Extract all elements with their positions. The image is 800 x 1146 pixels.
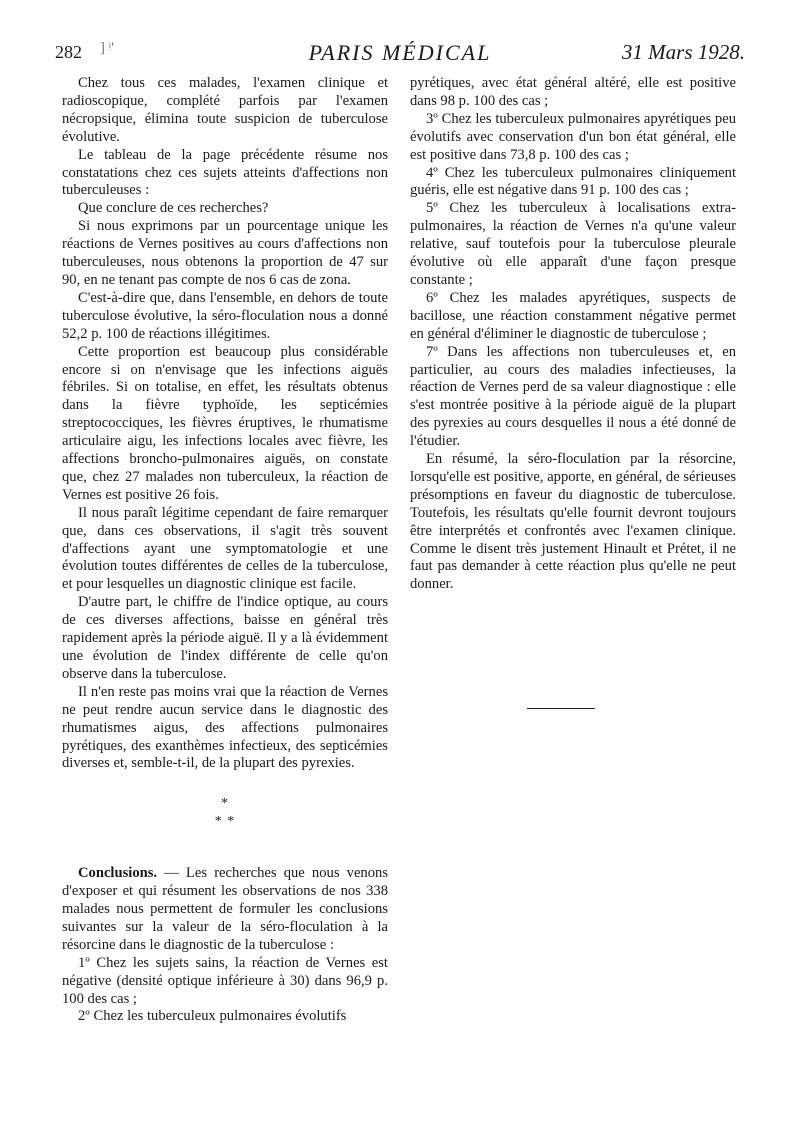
conclusions-paragraph — [62, 865, 388, 955]
conclusion-item: 1º Chez les sujets sains, la réaction de Vernes est négative (densité optique inférieure à 30) dans 96,9 p. 100 des cas ; — [62, 954, 388, 1007]
conclusion-item: 3º Chez les tuberculeux pulmonaires apyrétiques peu évolutifs avec conservation d'un bon état général, elle est positive dans 73,8 p. 100 des cas ; — [410, 110, 736, 163]
conclusion-item: 7º Dans les affections non tuberculeuses et, en particulier, au cours des maladies infectieuses, la réaction de Vernes perd de sa valeur diagnostique : elle s'est montrée positive à la période aiguë de la plupart des pyrexies au cours desquelles il nous a été donné de l'étudier. — [410, 343, 736, 450]
paragraph: Que conclure de ces recherches? — [78, 200, 269, 217]
paragraph: Il nous paraît légitime cependant de faire remarquer que, dans ces observations, il s'agit très souvent d'affections ayant une symptomatologie et une évolution toutes différentes de celles de la tuberculose, et pour lesquelles un diagnostic clinique est facile. — [62, 504, 388, 593]
conclusion-item: 6º Chez les malades apyrétiques, suspects de bacillose, une réaction constamment négative permet en général d'éliminer le diagnostic de tuberculose ; — [410, 289, 736, 342]
left-column — [62, 75, 388, 1026]
page-number: 282 — [55, 42, 82, 62]
paragraph: D'autre part, le chiffre de l'indice optique, au cours de ces diverses affections, baisse en général très rapidement après la période aiguë. Il y a là évidemment une évolution de l'index différente de celle qu'on observe dans la tuberculose. — [62, 594, 388, 682]
right-column — [410, 75, 736, 594]
conclusion-item: 2º Chez les tuberculeux pulmonaires évolutifs — [78, 1008, 347, 1025]
paragraph: Le tableau de la page précédente résume nos constatations chez ces sujets atteints d'affections non tuberculeuses : — [62, 146, 388, 199]
issue-date: 31 Mars 1928. — [621, 40, 745, 64]
margin-marks: ] ᵎ' — [100, 40, 114, 56]
conclusions-heading: Conclusions. — [78, 865, 158, 882]
asterism-star: * — [227, 814, 236, 830]
conclusion-item-continued: pyrétiques, avec état général altéré, elle est positive dans 98 p. 100 des cas ; — [410, 75, 736, 109]
summary-paragraph: En résumé, la séro-floculation par la résorcine, lorsqu'elle est positive, apporte, en général, de sérieuses présomptions en faveur du diagnostic de tuberculose. Toutefois, les résultats qu'elle fournit devront toujours être interprétés et confrontés avec l'examen clinique. Comme le disent très justement Hinault et Prétet, il ne faut pas demander à cette réaction plus qu'elle ne peut donner. — [410, 451, 737, 593]
paragraph: Chez tous ces malades, l'examen clinique et radioscopique, complété parfois par l'examen nécropsique, élimina toute suspicion de tuberculose évolutive. — [62, 75, 388, 145]
journal-title: PARIS MÉDICAL — [308, 40, 492, 65]
conclusions-text: — Les recherches que nous venons d'exposer et qui résument les observations de nos 338 malades nous permettent de formuler les conclusions suivantes sur la valeur de la séro-floculation à la résorcine dans le diagnostic de la tuberculose : — [62, 865, 388, 953]
conclusion-item: 4º Chez les tuberculeux pulmonaires cliniquement guéris, elle est négative dans 91 p. 100 des cas ; — [410, 164, 736, 199]
asterism-star: * — [214, 814, 223, 830]
asterism-star: * — [221, 796, 229, 812]
paragraph: C'est-à-dire que, dans l'ensemble, en dehors de toute tuberculose évolutive, la séro-floculation nous a donné 52,2 p. 100 de réactions illégitimes. — [62, 289, 388, 342]
page-header — [55, 34, 745, 70]
paragraph: Cette proportion est beaucoup plus considérable encore si on n'envisage que les infections aiguës fébriles. Si on totalise, en effet, les résultats obtenus dans la fièvre typhoïde, les septicémies streptococciques, les fièvres éruptives, le rhumatisme articulaire aigu, les infections locales avec fièvre, les affections broncho-pulmonaires aiguës, on constate que, chez 27 malades non tuberculeux, la réaction de Vernes est positive 26 fois. — [62, 343, 388, 503]
end-rule — [527, 708, 595, 709]
conclusion-item: 5º Chez les tuberculeux à localisations extra-pulmonaires, la réaction de Vernes n'a qu'une valeur relative, sauf toutefois pour la tuberculose pleurale évolutive où elle apparaît d'une façon presque constante ; — [410, 200, 736, 288]
section-separator — [62, 795, 388, 831]
paragraph: Il n'en reste pas moins vrai que la réaction de Vernes ne peut rendre aucun service dans le diagnostic des rhumatismes aigus, des affections pulmonaires pyrétiques, des exanthèmes infectieux, des septicémies diverses et, semble-t-il, de la plupart des pyrexies. — [62, 683, 388, 772]
paragraph: Si nous exprimons par un pourcentage unique les réactions de Vernes positives au cours d'affections non tuberculeuses, nous obtenons la proportion de 47 sur 90, en ne tenant pas compte de nos 6 cas de zona. — [62, 218, 388, 288]
